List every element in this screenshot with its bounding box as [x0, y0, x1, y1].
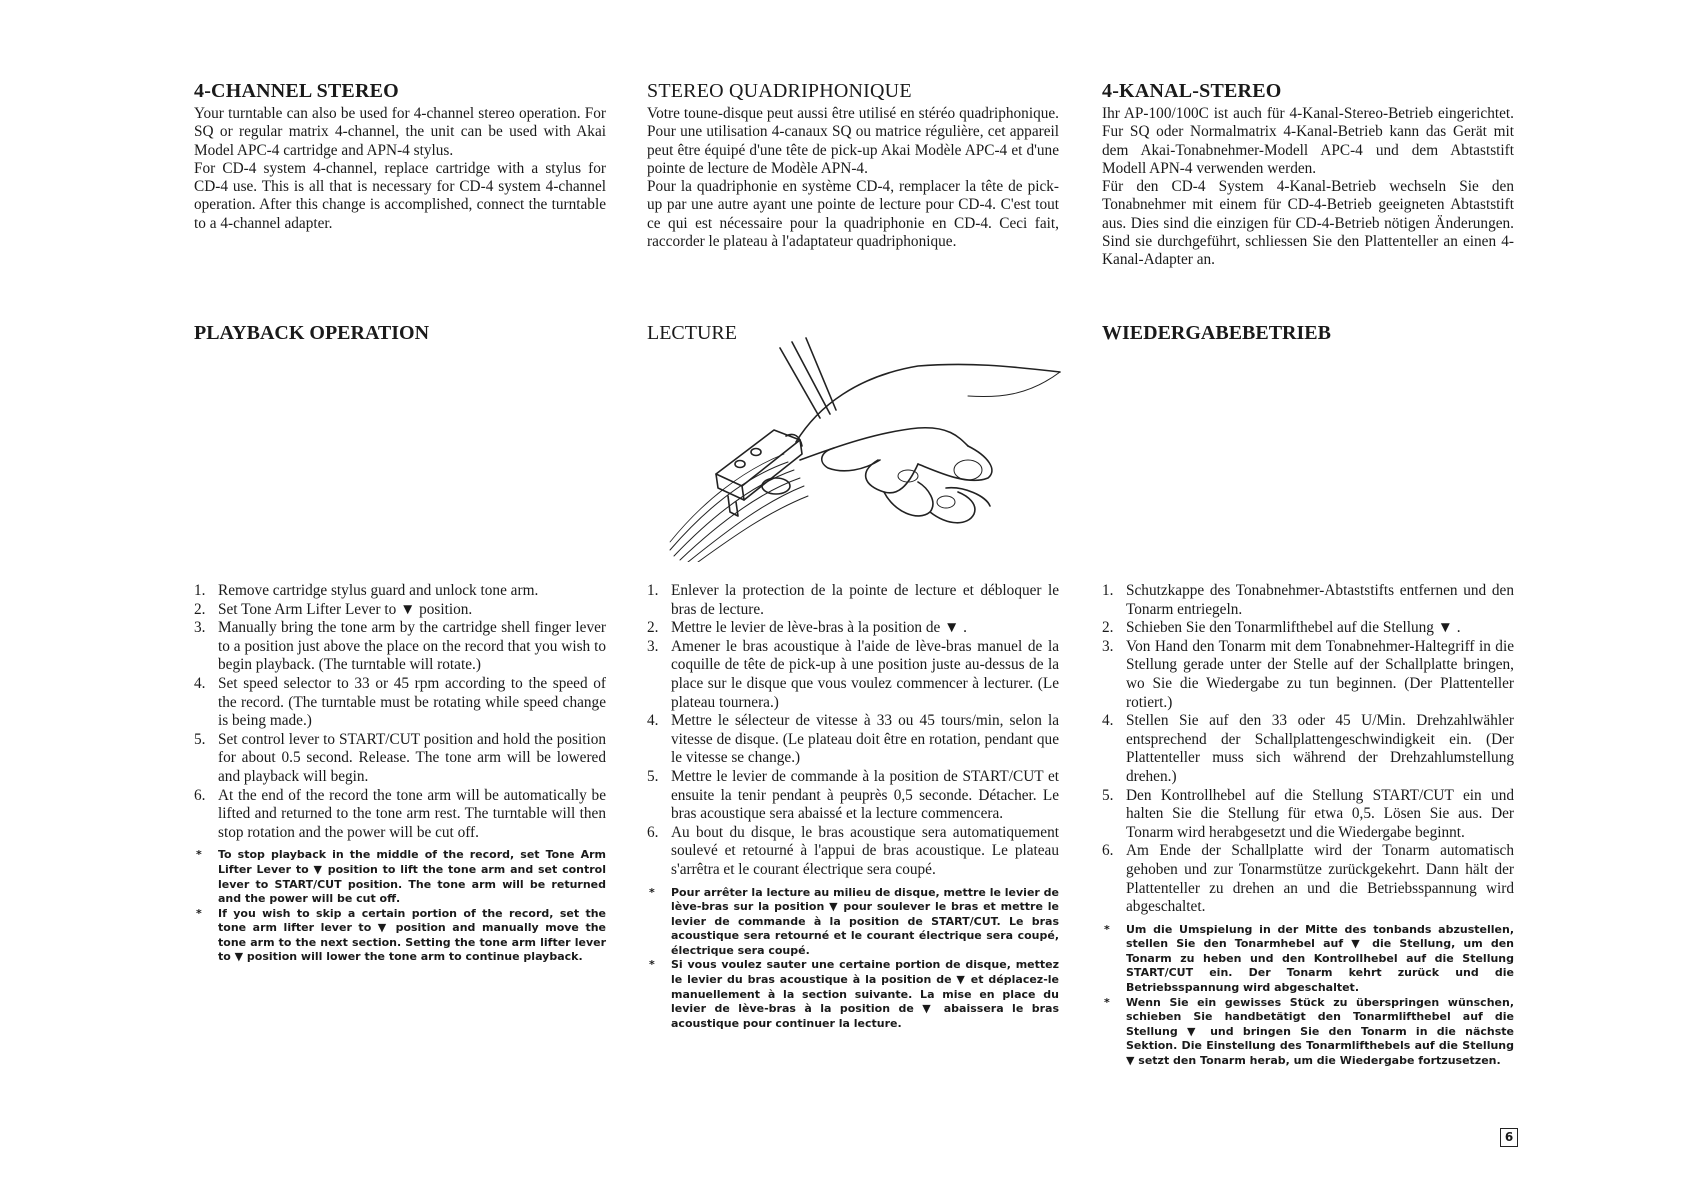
- step-item: [1102, 787, 1514, 843]
- note-text: Si vous voulez sauter une certaine portion de disque, mettez le levier du bras acoustique à la position de ▼ et déplacez-le manuellement à la section suivante. La mise en place du levier de lève-bras à la position de ▼ abaissera le bras acoustique pour continuer la lecture.: [671, 958, 1059, 1030]
- step-item: [647, 712, 1059, 768]
- step-number: 5.: [194, 730, 206, 748]
- hand-holding-cartridge-icon: [668, 336, 1078, 562]
- playback-fr-notes: [647, 886, 1059, 1032]
- step-item: [1102, 638, 1514, 712]
- note-text: If you wish to skip a certain portion of the record, set the tone arm lifter lever to ▼ position and manually move the tone arm to the next section. Setting the tone arm lifter lever to ▼ position will lower the tone arm to continue playback.: [218, 906, 606, 964]
- note-item: [647, 886, 1059, 959]
- note-marker: *: [196, 906, 202, 920]
- step-text: Amener le bras acoustique à l'aide de lève-bras manuel de la coquille de tête de pick-up à une position juste au-dessus de la place sur le disque que vous voulez commencer à lecturer. (Le plateau tournera.): [671, 637, 1059, 711]
- note-item: [194, 907, 606, 965]
- step-item: [1102, 582, 1514, 619]
- step-number: 4.: [194, 674, 206, 692]
- step-number: 4.: [1102, 712, 1114, 730]
- intro-fr-title: STEREO QUADRIPHONIQUE: [647, 80, 912, 102]
- intro-fr: [647, 80, 1059, 251]
- step-text: Remove cartridge stylus guard and unlock tone arm.: [218, 582, 539, 599]
- step-text: Mettre le levier de lève-bras à la position de ▼ .: [671, 619, 967, 637]
- step-item: [194, 582, 606, 601]
- step-text: Set Tone Arm Lifter Lever to ▼ position.: [218, 600, 473, 618]
- intro-de-paragraph-2: Für den CD-4 System 4-Kanal-Betrieb wechseln Sie den Tonabnehmer mit einem für CD-4-Betrieb geeigneten Abtaststift aus. Dies sind die einzigen für CD-4-Betrieb nötigen Änderungen. Sind sie durchgeführt, schliessen Sie den Plattenteller an einen 4-Kanal-Adapter an.: [1102, 178, 1514, 269]
- note-item: [647, 958, 1059, 1031]
- step-item: [1102, 712, 1514, 786]
- step-number: 3.: [1102, 637, 1114, 655]
- notes-wrapper: [647, 886, 1059, 1032]
- step-text: Enlever la protection de la pointe de lecture et débloquer le bras de lecture.: [671, 582, 1059, 618]
- step-text: At the end of the record the tone arm will be automatically be lifted and returned to the tone arm rest. The turntable will then stop rotation and the power will be cut off.: [218, 786, 606, 841]
- step-number: 2.: [1102, 619, 1114, 637]
- intro-fr-paragraph-2: Pour la quadriphonie en système CD-4, remplacer la tête de pick-up par une autre ayant une pointe de lecture pour CD-4. C'est tout ce qui est nécessaire pour la quadriphonie en CD-4. Ceci fait, raccorder le plateau à l'adaptateur quadriphonique.: [647, 178, 1059, 251]
- step-text: Mettre le levier de commande à la position de START/CUT et ensuite la tenir pendant à peuprès 0,5 seconde. Détacher. Le bras acoustique sera abaissé et la lecture commencera.: [671, 767, 1059, 823]
- step-number: 1.: [194, 582, 206, 599]
- note-text: Wenn Sie ein gewisses Stück zu überspringen wünschen, schieben Sie handbetätigt den Tonarmlifthebel auf die Stellung ▼ und bringen Sie den Tonarm in die nächste Sektion. Die Einstellung des Tonarmlifthebels auf die Stellung ▼ setzt den Tonarm herab, um die Wiedergabe fortzusetzen.: [1126, 995, 1514, 1068]
- note-marker: *: [649, 958, 655, 972]
- step-number: 6.: [647, 823, 659, 841]
- intro-de-title: 4-KANAL-STEREO: [1102, 80, 1282, 102]
- intro-en-paragraph-1: Your turntable can also be used for 4-channel stereo operation. For SQ or regular matrix 4-channel, the unit can be used with Akai Model APC-4 cartridge and APN-4 stylus.: [194, 105, 606, 159]
- step-text: Am Ende der Schallplatte wird der Tonarm automatisch gehoben und zur Tonarmstütze zurückgekehrt. Dann hält der Plattenteller zu drehen an und die Betriebsspannung wird abgeschaltet.: [1126, 842, 1514, 916]
- playback-de-steps: [1102, 582, 1514, 1069]
- step-text: Schieben Sie den Tonarmlifthebel auf die Stellung ▼ .: [1126, 619, 1461, 637]
- step-number: 5.: [647, 767, 659, 785]
- step-text: Stellen Sie auf den 33 oder 45 U/Min. Drehzahlwähler entsprechend der Schallplattengeschwindigkeit ein. (Der Plattenteller muss sich während der Drehzahlumstellung drehen.): [1126, 712, 1514, 785]
- step-number: 6.: [194, 786, 206, 804]
- step-item: [194, 675, 606, 731]
- step-number: 3.: [194, 619, 206, 637]
- playback-fr-title: LECTURE: [647, 322, 737, 344]
- step-item: [647, 768, 1059, 824]
- step-item: [194, 787, 606, 843]
- step-text: Den Kontrollhebel auf die Stellung START/CUT ein und halten Sie die Stellung für etwa 0,5. Lösen Sie aus. Der Tonarm wird herabgesetzt und die Wiedergabe beginnt.: [1126, 786, 1514, 841]
- step-number: 1.: [1102, 582, 1114, 599]
- step-number: 2.: [647, 619, 659, 637]
- step-number: 3.: [647, 637, 659, 655]
- note-item: [1102, 923, 1514, 996]
- note-text: To stop playback in the middle of the record, set Tone Arm Lifter Lever to ▼ position to lift the tone arm and set control lever to START/CUT position. The tone arm will be returned and the power will be cut off.: [218, 848, 606, 906]
- step-number: 6.: [1102, 842, 1114, 860]
- step-item: [194, 731, 606, 787]
- step-number: 5.: [1102, 786, 1114, 804]
- step-item: [647, 638, 1059, 712]
- step-text: Mettre le sélecteur de vitesse à 33 ou 45 tours/min, selon la vitesse de disque. (Le plateau doit être en rotation, pendant que le vitesse se change.): [671, 712, 1059, 767]
- note-marker: *: [196, 848, 202, 862]
- step-number: 4.: [647, 712, 659, 730]
- step-item: [647, 824, 1059, 880]
- intro-en: [194, 80, 606, 233]
- page-number: 6: [1500, 1128, 1518, 1147]
- step-text: Set speed selector to 33 or 45 rpm according to the speed of the record. (The turntable must be rotating while speed change is being made.): [218, 674, 606, 730]
- step-text: Set control lever to START/CUT position and hold the position for about 0.5 second. Release. The tone arm will be lowered and playback will begin.: [218, 730, 606, 785]
- intro-de-paragraph-1: Ihr AP-100/100C ist auch für 4-Kanal-Stereo-Betrieb eingerichtet. Fur SQ oder Normalmatrix 4-Kanal-Betrieb kann das Gerät mit dem Akai-Tonabnehmer-Modell APC-4 und dem Abtaststift Modell APN-4 verwenden werden.: [1102, 105, 1514, 177]
- step-number: 2.: [194, 600, 206, 618]
- intro-fr-paragraph-1: Votre toune-disque peut aussi être utilisé en stéréo quadriphonique. Pour une utilisation 4-canaux SQ ou matrice régulière, cet appareil peut être équipé d'une tête de pick-up Akai Modèle APC-4 et d'une pointe de lecture de Modèle APN-4.: [647, 105, 1059, 177]
- note-item: [1102, 996, 1514, 1069]
- step-item: [647, 582, 1059, 619]
- note-marker: *: [1104, 922, 1110, 936]
- note-text: Pour arrêter la lecture au milieu de disque, mettre le levier de lève-bras sur la position ▼ pour soulever le bras et mettre le levier de commande à la position de START/CUT. Le bras acoustique sera retourné et le courant électrique sera coupé, électrique sera coupé.: [671, 885, 1059, 957]
- note-item: [194, 848, 606, 906]
- step-item: [1102, 842, 1514, 916]
- notes-wrapper: [1102, 923, 1514, 1069]
- step-item: [1102, 619, 1514, 638]
- step-text: Schutzkappe des Tonabnehmer-Abtaststifts entfernen und den Tonarm entriegeln.: [1126, 582, 1514, 618]
- step-text: Manually bring the tone arm by the cartridge shell finger lever to a position just above the place on the record that you wish to begin playback. (The turntable will rotate.): [218, 619, 606, 674]
- intro-de: [1102, 80, 1514, 270]
- note-marker: *: [1104, 995, 1110, 1009]
- intro-en-title: 4-CHANNEL STEREO: [194, 80, 399, 102]
- playback-en-title: PLAYBACK OPERATION: [194, 322, 430, 344]
- step-item: [194, 601, 606, 620]
- step-number: 1.: [647, 582, 659, 599]
- step-text: Von Hand den Tonarm mit dem Tonabnehmer-Haltegriff in die Stellung gerade unter der Stelle auf der Schallplatte bringen, wo Sie die Wiedergabe zu tun beginnen. (Der Plattenteller rotiert.): [1126, 637, 1514, 711]
- playback-en-steps: [194, 582, 606, 965]
- intro-en-paragraph-2: For CD-4 system 4-channel, replace cartridge with a stylus for CD-4 use. This is all that is necessary for CD-4 system 4-channel operation. After this change is accomplished, connect the turntable to a 4-channel adapter.: [194, 159, 606, 232]
- step-item: [647, 619, 1059, 638]
- playback-de-notes: [1102, 923, 1514, 1069]
- playback-de-title: WIEDERGABEBETRIEB: [1102, 322, 1331, 344]
- playback-en-notes: [194, 848, 606, 965]
- note-marker: *: [649, 885, 655, 899]
- step-item: [194, 619, 606, 675]
- step-text: Au bout du disque, le bras acoustique sera automatiquement soulevé et retourné à l'appui de bras acoustique. Le plateau s'arrêtra et le courant électrique sera coupé.: [671, 823, 1059, 878]
- notes-wrapper: [194, 848, 606, 965]
- playback-fr-steps: [647, 582, 1059, 1031]
- note-text: Um die Umspielung in der Mitte des tonbands abzustellen, stellen Sie den Tonarmhebel auf ▼ die Stellung, um den Tonarm zu heben und den Kontrollhebel auf die Stellung START/CUT ein. Der Tonarm kehrt zurück und die Betriebsspannung wird abgeschaltet.: [1126, 922, 1514, 995]
